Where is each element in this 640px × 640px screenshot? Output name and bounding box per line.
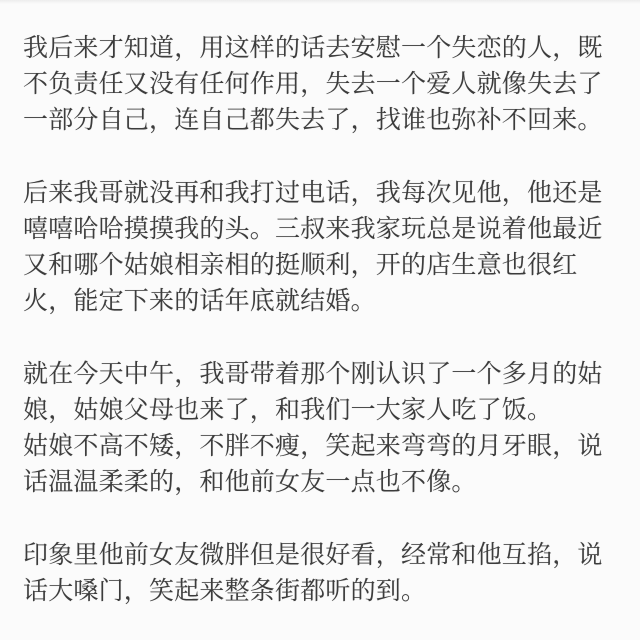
paragraph-text: 后来我哥就没再和我打过电话，我每次见他，他还是嘻嘻哈哈摸摸我的头。三叔来我家玩总是说着他最近又和哪个姑娘相亲相的挺顺利，开的店生意也很红火，能定下来的话年底就结婚。 xyxy=(23,179,603,315)
paragraph xyxy=(23,175,620,319)
paragraph-text: 我后来才知道，用这样的话去安慰一个失恋的人，既不负责任又没有任何作用，失去一个爱人就像失去了一部分自己，连自己都失去了，找谁也弥补不回来。 xyxy=(23,34,603,134)
paragraph xyxy=(23,537,620,609)
paragraph-text: 印象里他前女友微胖但是很好看，经常和他互掐，说话大嗓门，笑起来整条街都听的到。 xyxy=(23,541,603,605)
paragraph-text: 就在今天中午，我哥带着那个刚认识了一个多月的姑娘，姑娘父母也来了，和我们一大家人吃了饭。 xyxy=(23,360,603,424)
paragraph xyxy=(23,30,620,138)
paragraph-text: 姑娘不高不矮，不胖不瘦，笑起来弯弯的月牙眼，说话温温柔柔的，和他前女友一点也不像。 xyxy=(23,432,603,496)
paragraph xyxy=(23,356,620,500)
